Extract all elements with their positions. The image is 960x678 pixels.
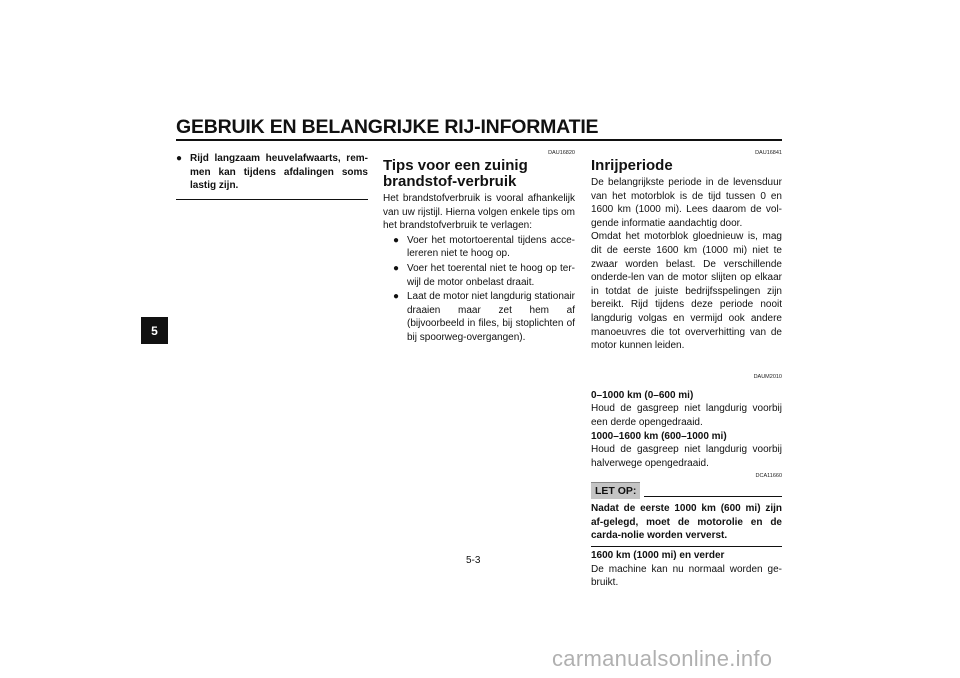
page-title: GEBRUIK EN BELANGRIJKE RIJ-INFORMATIE [176, 116, 599, 138]
section-heading: Inrijperiode [591, 157, 673, 174]
paragraph: Houd de gasgreep niet langdurig voorbij halverwege opengedraaid. [591, 444, 782, 469]
page-number: 5-3 [466, 555, 481, 566]
notice-end-rule [591, 546, 782, 547]
section-code: DCA11660 [755, 473, 782, 480]
bullet-item [383, 262, 575, 289]
subheading: 0–1000 km (0–600 mi) [591, 389, 694, 401]
column-1 [176, 150, 368, 204]
subheading: 1600 km (1000 mi) en verder [591, 550, 725, 562]
section-code: DAU16841 [755, 150, 782, 156]
chapter-tab: 5 [141, 317, 168, 344]
notice-header [591, 482, 782, 499]
bullet-dot-icon: ● [176, 153, 183, 164]
watermark: carmanualsonline.info [552, 646, 773, 671]
notice-rule [644, 496, 782, 497]
bullet-item [176, 152, 368, 193]
bullet-item [383, 290, 575, 344]
section-code: DAU16820 [548, 150, 575, 156]
column-2 [383, 150, 575, 345]
bullet-text: Voer het toerental niet te hoog op ter-wijl de motor onbelast draait. [407, 262, 575, 288]
title-rule [176, 139, 782, 141]
section-rule [176, 199, 368, 200]
paragraph: Omdat het motorblok gloednieuw is, mag dit de eerste 1600 km (1000 mi) niet te zwaar worden belast. De verschillende onderde-len van de motor slijten op elkaar in totdat de juiste bedrijfsspelingen zijn bereikt. Rijd tijdens deze periode nooit langdurig volgas en vermijd ook andere manoeuvres die tot oververhitting van de motor kunnen leiden. [591, 231, 782, 352]
section-code: DAUM2010 [753, 373, 782, 380]
bullet-item [383, 234, 575, 261]
paragraph: De belangrijkste periode in de levensduur van het motorblok is de tijd tussen 0 en 1600 km (1000 mi). Lees daarom de vol-gende informatie aandachtig door. [591, 177, 782, 229]
notice-text: Nadat de eerste 1000 km (600 mi) zijn af-gelegd, moet de motorolie en de carda-nolie worden ververst. [591, 503, 782, 542]
intro-text: Het brandstofverbruik is vooral afhankelijk van uw rijstijl. Hierna volgen enkele tips om het brandstofverbruik te verlagen: [383, 193, 575, 232]
paragraph: Houd de gasgreep niet langdurig voorbij een derde opengedraaid. [591, 403, 782, 428]
bullet-text: Laat de motor niet langdurig stationair draaien maar zet hem af (bijvoorbeeld in files, bij stoplichten of bij spoorweg-overgangen). [407, 291, 575, 343]
bullet-dot-icon: ● [393, 291, 400, 303]
paragraph: De machine kan nu normaal worden ge-bruikt. [591, 563, 782, 589]
notice-badge: LET OP: [591, 482, 640, 499]
column-3 [591, 150, 782, 590]
bullet-text: Rijd langzaam heuvelafwaarts, rem-men kan tijdens afdalingen soms lastig zijn. [190, 153, 368, 192]
section-heading: Tips voor een zuinig brandstof-verbruik [383, 157, 528, 190]
bullet-dot-icon: ● [393, 234, 400, 246]
bullet-text: Voer het motortoerental tijdens acce-lereren niet te hoog op. [407, 234, 575, 260]
subheading: 1000–1600 km (600–1000 mi) [591, 430, 727, 442]
bullet-dot-icon: ● [393, 262, 400, 274]
